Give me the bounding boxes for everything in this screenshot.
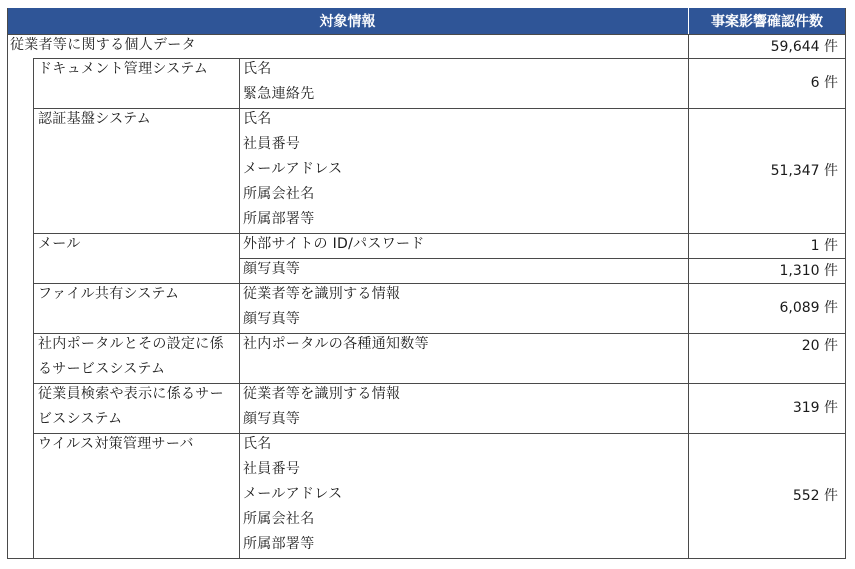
info-item: メールアドレス xyxy=(243,161,343,177)
impact-count-cell: 552 件 xyxy=(792,487,838,504)
impact-count-cell: 59,644 件 xyxy=(770,38,838,55)
grid-line xyxy=(239,283,240,333)
info-item: 所属会社名 xyxy=(243,186,315,202)
info-item: 緊急連絡先 xyxy=(243,86,315,102)
system-name: 社内ポータルとその設定に係 xyxy=(38,336,224,352)
header-impact-count: 事案影響確認件数 xyxy=(688,8,845,34)
info-item: 外部サイトの ID/パスワード xyxy=(243,236,425,252)
impact-count-cell: 6,089 件 xyxy=(779,300,838,316)
system-name: るサービスシステム xyxy=(38,361,166,377)
grid-line xyxy=(239,383,240,433)
grid-line xyxy=(239,233,240,283)
info-item: 所属会社名 xyxy=(243,511,315,527)
grid-line xyxy=(239,58,240,108)
impact-count-cell: 1,310 件 xyxy=(779,262,838,279)
info-item: 社員番号 xyxy=(243,136,301,152)
grid-line xyxy=(688,34,689,559)
grid-line xyxy=(239,333,240,383)
top-category-label: 従業者等に関する個人データ xyxy=(10,37,196,53)
info-item: 氏名 xyxy=(243,111,272,127)
grid-line xyxy=(33,108,845,109)
impact-count-cell: 20 件 xyxy=(801,337,838,354)
impact-count-cell: 1 件 xyxy=(810,237,838,254)
header-target-info: 対象情報 xyxy=(7,8,688,34)
impact-count-cell: 6 件 xyxy=(810,75,838,91)
grid-line xyxy=(7,8,8,559)
info-item: 社内ポータルの各種通知数等 xyxy=(243,336,429,352)
grid-line xyxy=(7,34,846,35)
system-name: ビスシステム xyxy=(38,411,123,427)
grid-line xyxy=(33,58,34,558)
impact-count-cell: 51,347 件 xyxy=(770,162,838,179)
system-name: ウイルス対策管理サーバ xyxy=(38,436,194,452)
info-item: 氏名 xyxy=(243,436,272,452)
info-item: メールアドレス xyxy=(243,486,343,502)
impact-count-cell: 319 件 xyxy=(792,400,838,416)
info-item: 従業者等を識別する情報 xyxy=(243,286,401,302)
grid-line xyxy=(33,233,845,234)
system-name: メール xyxy=(38,236,81,252)
info-item: 所属部署等 xyxy=(243,211,315,227)
info-item: 顔写真等 xyxy=(243,311,301,327)
info-item: 従業者等を識別する情報 xyxy=(243,386,401,402)
info-item: 社員番号 xyxy=(243,461,301,477)
info-item: 顔写真等 xyxy=(243,411,301,427)
grid-line xyxy=(7,558,846,559)
info-item: 所属部署等 xyxy=(243,536,315,552)
info-item: 顔写真等 xyxy=(243,261,301,277)
grid-line xyxy=(239,108,240,233)
system-name: ファイル共有システム xyxy=(38,286,180,302)
grid-line xyxy=(239,433,240,558)
system-name: 認証基盤システム xyxy=(38,111,151,127)
info-item: 氏名 xyxy=(243,61,272,77)
grid-line xyxy=(239,258,845,259)
system-name: 従業員検索や表示に係るサー xyxy=(38,386,224,402)
grid-line xyxy=(845,8,846,559)
system-name: ドキュメント管理システム xyxy=(38,61,209,77)
